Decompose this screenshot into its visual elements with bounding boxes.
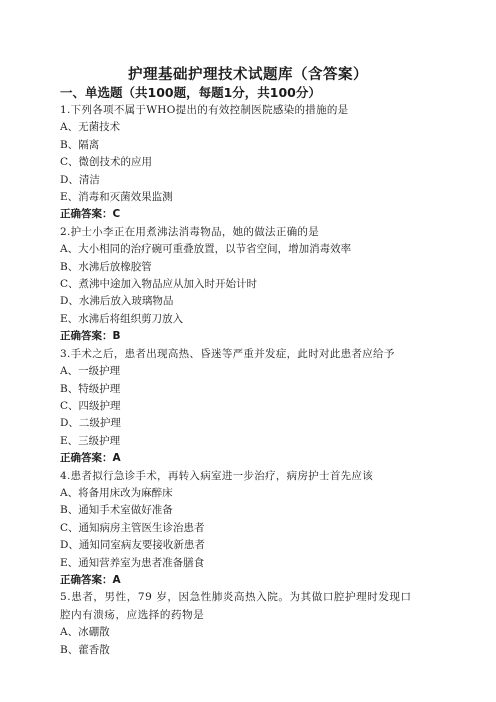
option-a: A、无菌技术 xyxy=(60,121,121,134)
question-stem: 4.患者拟行急诊手术，再转入病室进一步治疗，病房护士首先应该 xyxy=(60,469,374,482)
option-b: B、特级护理 xyxy=(60,382,121,395)
option-c: C、通知病房主管医生诊治患者 xyxy=(60,521,205,534)
option-e: E、消毒和灭菌效果监测 xyxy=(60,191,173,204)
question-stem-line-2: 腔内有溃疡，应选择的药物是 xyxy=(60,608,205,621)
option-b: B、通知手术室做好准备 xyxy=(60,504,173,517)
option-e: E、三级护理 xyxy=(60,434,121,447)
question-1 xyxy=(60,102,450,224)
option-b: B、隔离 xyxy=(60,138,100,151)
document-title: 护理基础护理技术试题库（含答案） xyxy=(128,67,368,83)
option-d: D、清洁 xyxy=(60,173,100,186)
option-e: E、通知营养室为患者准备膳食 xyxy=(60,556,205,569)
option-c: C、四级护理 xyxy=(60,399,121,412)
question-stem-line-1: 5.患者，男性，79 岁，因急性肺炎高热入院。为其做口腔护理时发现口 xyxy=(60,591,412,604)
option-b: B、水沸后放橡胶管 xyxy=(60,260,152,273)
option-a: A、一级护理 xyxy=(60,365,121,378)
correct-answer: 正确答案：A xyxy=(60,573,121,586)
question-stem: 3.手术之后，患者出现高热、昏迷等严重并发症，此时对此患者应给予 xyxy=(60,347,395,360)
option-b: B、藿香散 xyxy=(60,643,110,656)
correct-answer: 正确答案：B xyxy=(60,330,121,343)
question-stem: 2.护士小李正在用煮沸法消毒物品，她的做法正确的是 xyxy=(60,225,320,238)
option-c: C、煮沸中途加入物品应从加入时开始计时 xyxy=(60,278,258,291)
option-d: D、通知同室病友要接收新患者 xyxy=(60,539,205,552)
correct-answer: 正确答案：A xyxy=(60,452,121,465)
option-d: D、水沸后放入玻璃物品 xyxy=(60,295,174,308)
question-stem: 1.下列各项不属于WHO提出的有效控制医院感染的措施的是 xyxy=(60,104,349,116)
option-a: A、将备用床改为麻醉床 xyxy=(60,486,173,499)
option-d: D、二级护理 xyxy=(60,417,121,430)
option-a: A、冰硼散 xyxy=(60,626,110,639)
question-list xyxy=(60,102,450,659)
option-a: A、大小相同的治疗碗可重叠放置，以节省空间，增加消毒效率 xyxy=(60,243,352,256)
question-2 xyxy=(60,224,450,346)
correct-answer: 正确答案：C xyxy=(60,208,121,221)
question-4 xyxy=(60,468,450,590)
option-c: C、微创技术的应用 xyxy=(60,156,153,169)
section-heading: 一、单选题（共100题，每题1分，共100分） xyxy=(60,85,321,100)
option-e: E、水沸后将组织剪刀放入 xyxy=(60,312,184,325)
question-5 xyxy=(60,589,450,659)
question-3 xyxy=(60,346,450,468)
